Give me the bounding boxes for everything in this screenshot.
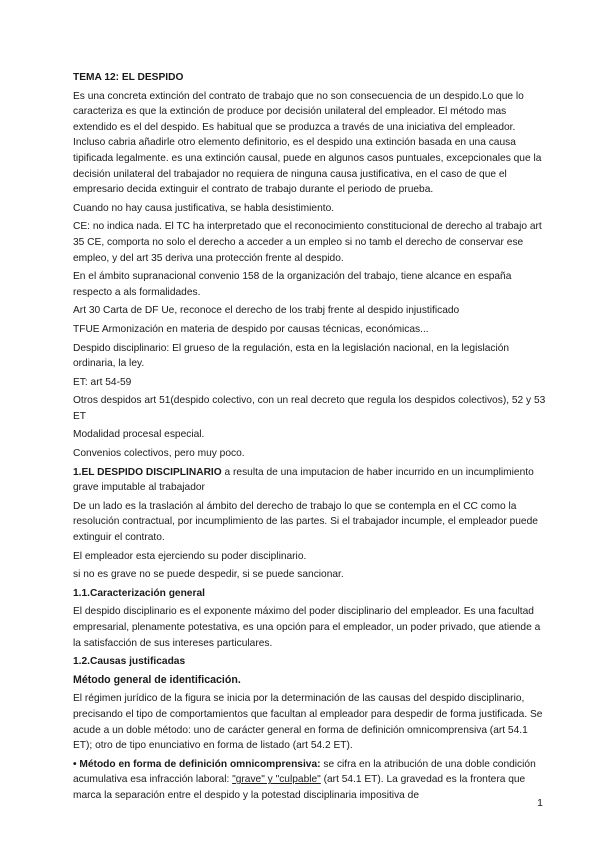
intro-paragraph: ET: art 54-59 [73,376,132,388]
document-title: TEMA 12: EL DESPIDO [73,72,184,83]
intro-paragraph: Cuando no hay causa justificativa, se habla desistimiento. [73,202,335,214]
bullet-paragraph [73,757,549,804]
bullet-text: (art 54.1 ET). La gravedad es la frontera que marca la separación entre el despido y la potestad disciplinaria impositiva de [73,774,526,801]
page-number: 1 [537,797,543,809]
intro-paragraph: Art 30 Carta de DF Ue, reconoce el derecho de los trabj frente al despido injustificado [73,305,460,317]
intro-paragraph: Convenios colectivos, pero muy poco. [73,448,245,460]
subsection-heading: 1.1.Caracterización general [73,587,205,599]
section-heading [73,465,549,496]
intro-paragraph: Modalidad procesal especial. [73,429,205,441]
section-heading-title: 1.EL DESPIDO DISCIPLINARIO [73,466,222,478]
subsection-paragraph: El régimen jurídico de la figura se inicia por la determinación de las causas del despido disciplinario, precisando el tipo de comportamientos que facultan al empleador para despedir de forma justificada. Se acude a un doble método: uno de carácter general en forma de definición omnicomprensiva (art 54.1 ET); otro de tipo enunciativo en forma de listado (art 54.2 ET). [73,693,543,752]
intro-paragraph: En el ámbito supranacional convenio 158 de la organización del trabajo, tiene alcance en españa respecto a als formalidades. [73,271,512,298]
section-paragraph: El empleador esta ejerciendo su poder disciplinario. [73,550,307,562]
intro-paragraph: TFUE Armonización en materia de despido por causas técnicas, económicas... [73,323,429,335]
subsection-heading: 1.2.Causas justificadas [73,656,186,668]
section-paragraph: De un lado es la traslación al ámbito del derecho de trabajo lo que se contempla en el CC como la resolución contractual, por incumplimiento de las partes. Si el trabajador incumple, el empleador puede extinguir el contrato. [73,500,538,544]
section-paragraph: si no es grave no se puede despedir, si se puede sancionar. [73,569,344,581]
bullet-bold: • Método en forma de definición omnicomprensiva: [73,758,321,770]
intro-paragraph: Es una concreta extinción del contrato de trabajo que no son consecuencia de un despido.Lo que lo caracteriza es que la extinción de produce por decisión unilateral del empleador. El método mas extendido es el del despido. Es habitual que se produzca a través de una iniciativa del empleador. Incluso cabria añadirle otro elemento definitorio, es el despido una extinción basada en una causa tipificada legalmente. es una extinción causal, puede en algunos casos puntuales, excepcionales que la decisión unilateral del trabajador no requiera de ninguna causa justificativa, en el caso de que el empresario decida extinguir el contrato de trabajo durante el periodo de prueba. [73,90,542,196]
bullet-underlined: "grave" y "culpable" [232,774,321,786]
intro-paragraph: CE: no indica nada. El TC ha interpretado que el reconocimiento constitucional de derecho al trabajo art 35 CE, comporta no solo el derecho a acceder a un empleo si no tamb el derecho de conservar ese empleo, y del art 35 deriva una protección frente al despido. [73,221,542,264]
document-body [73,70,549,807]
method-heading: Método general de identificación. [73,673,241,686]
intro-paragraph: Otros despidos art 51(despido colectivo, con un real decreto que regula los despidos colectivos), 52 y 53 ET [73,395,546,422]
subsection-paragraph: El despido disciplinario es el exponente máximo del poder disciplinario del empleador. Es una facultad empresarial, plenamente potestativa, es una opción para el empleador, un poder privado, que atiende a la satisfacción de sus intereses particulares. [73,606,541,649]
intro-paragraph: Despido disciplinario: El grueso de la regulación, esta en la legislación nacional, en la legislación ordinaria, la ley. [73,342,510,370]
section-heading-rest: a resulta de una imputacion de haber incurrido en un incumplimiento grave imputable al trabajador [73,466,534,494]
bullet-text: se cifra en la atribución de una doble condición acumulativa esa infracción laboral: [73,758,536,786]
